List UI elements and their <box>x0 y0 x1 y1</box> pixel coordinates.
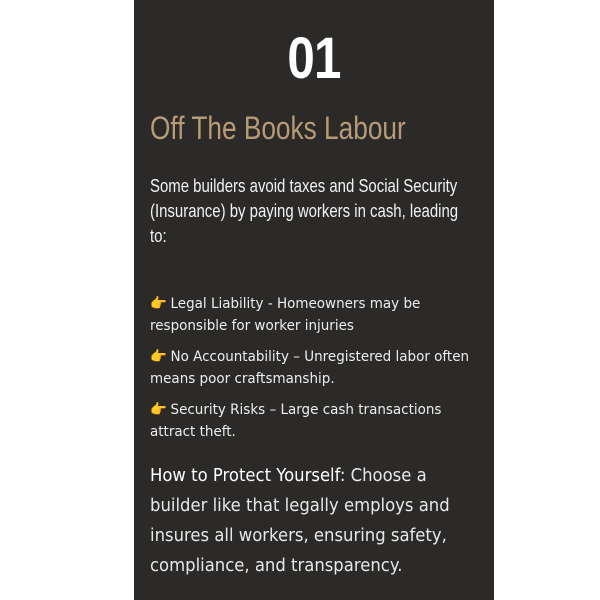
pointing-hand-icon: 👉 <box>150 349 167 365</box>
list-item-text: No Accountability – Unregistered labor often means poor craftsmanship. <box>150 349 470 387</box>
list-item <box>150 399 476 443</box>
list-item <box>150 346 476 390</box>
pointing-hand-icon: 👉 <box>150 402 167 418</box>
list-item-text: Security Risks – Large cash transactions attract theft. <box>150 402 442 440</box>
risk-list <box>150 293 478 443</box>
pointing-hand-icon: 👉 <box>150 296 167 312</box>
protect-text: Choose a builder like that legally employs and insures all workers, ensuring safety, compliance, and transparency. <box>150 466 450 576</box>
section-number: 01 <box>287 26 341 91</box>
info-card <box>134 0 494 600</box>
list-item <box>150 293 476 337</box>
protect-label: How to Protect Yourself: <box>150 466 346 486</box>
protect-paragraph <box>150 461 470 581</box>
section-title: Off The Books Labour <box>150 110 406 146</box>
intro-text: Some builders avoid taxes and Social Security (Insurance) by paying workers in cash, leading to: <box>150 176 459 246</box>
list-item-text: Legal Liability - Homeowners may be responsible for worker injuries <box>150 296 421 334</box>
